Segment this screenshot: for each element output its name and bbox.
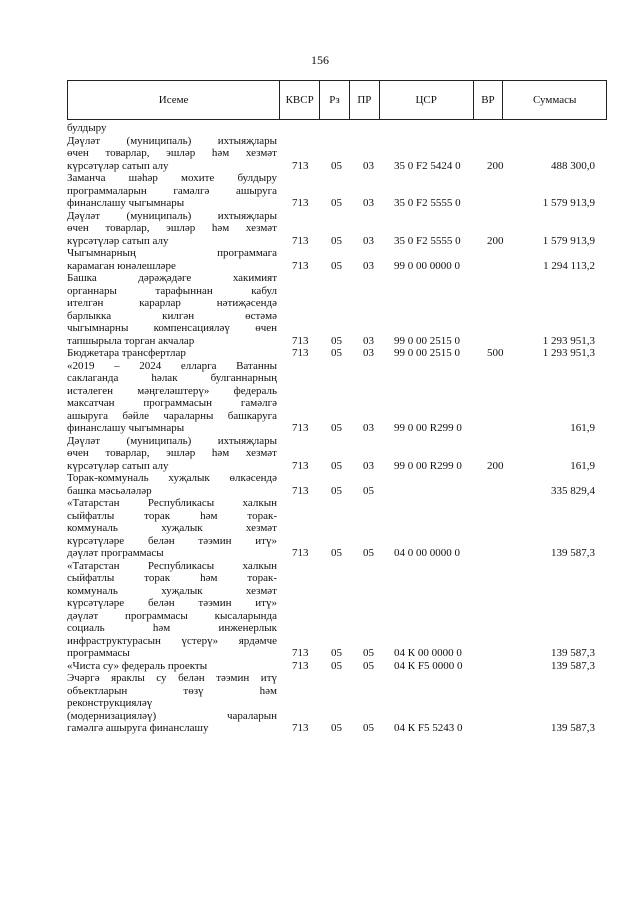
table-row	[67, 172, 607, 210]
cell-csr: 99 0 00 2515 0	[394, 334, 460, 347]
cell-sum: 1 579 913,9	[542, 197, 595, 209]
cell-csr: 35 0 F2 5555 0	[394, 197, 461, 209]
cell-pr: 03	[363, 334, 374, 347]
cell-kvsr: 713	[292, 159, 309, 172]
cell-vr: 200	[487, 159, 504, 172]
table-header	[67, 80, 607, 120]
row-name-line: истәлеген мәңгеләштерү» федераль	[67, 384, 277, 397]
cell-kvsr: 713	[292, 647, 309, 659]
row-values	[67, 722, 607, 735]
cell-vr: 500	[487, 347, 504, 359]
cell-csr: 35 0 F2 5424 0	[394, 159, 461, 172]
row-name-line: «2019 – 2024 елларга Ватанны	[67, 359, 277, 372]
row-name-line: Заманча шәһәр мохите булдыру	[67, 172, 277, 184]
header-csr: ЦСР	[380, 81, 474, 119]
row-name-line: объектларын төзү һәм	[67, 684, 277, 697]
row-values	[67, 422, 607, 435]
cell-pr: 03	[363, 159, 374, 172]
row-values	[67, 660, 607, 673]
row-name-line: коммуналь хуҗалык хезмәт	[67, 584, 277, 597]
table-row	[67, 435, 607, 473]
table-row	[67, 497, 607, 560]
table-row	[67, 360, 607, 435]
cell-csr: 99 0 00 R299 0	[394, 422, 462, 434]
row-name-line: Дәүләт (муниципаль) ихтыяҗлары	[67, 134, 277, 147]
cell-sum: 161,9	[570, 422, 595, 434]
cell-pr: 03	[363, 459, 374, 472]
row-name-line: башка мәсьәләләр	[67, 484, 152, 497]
cell-pr: 03	[363, 422, 374, 434]
table-row	[67, 560, 607, 660]
cell-sum: 1 293 951,3	[542, 347, 595, 359]
row-name-line: барлыкка килгән өстәмә	[67, 309, 277, 322]
cell-sum: 1 293 951,3	[542, 334, 595, 347]
table-row	[67, 660, 607, 673]
cell-pr: 05	[363, 659, 374, 672]
cell-kvsr: 713	[292, 422, 309, 434]
cell-vr: 200	[487, 234, 504, 247]
cell-rz: 05	[331, 259, 342, 272]
row-values	[67, 235, 607, 248]
row-name-line: «Татарстан Республикасы халкын	[67, 559, 277, 572]
cell-csr: 99 0 00 0000 0	[394, 259, 460, 272]
row-name-line: өчен товарлар, эшләр һәм хезмәт	[67, 147, 277, 159]
cell-rz: 05	[331, 647, 342, 659]
row-name-line: сыйфатлы торак һәм торак-	[67, 509, 277, 522]
row-name-line: өчен товарлар, эшләр һәм хезмәт	[67, 447, 277, 459]
row-values	[67, 485, 607, 498]
table-row	[67, 247, 607, 272]
row-name-line: чыгымнарны компенсацияләү өчен	[67, 322, 277, 334]
cell-rz: 05	[331, 547, 342, 559]
row-name	[67, 560, 277, 660]
row-values	[67, 460, 607, 473]
row-values	[67, 122, 607, 135]
cell-pr: 03	[363, 347, 374, 359]
table-row	[67, 347, 607, 360]
row-name-line: күрсәтүләр сатып алу	[67, 234, 169, 247]
row-values	[67, 647, 607, 660]
row-name-line: Эчәргә яраклы су белән тәэмин итү	[67, 672, 277, 684]
table-row	[67, 210, 607, 248]
cell-sum: 1 294 113,2	[543, 259, 595, 272]
row-values	[67, 260, 607, 273]
cell-csr: 35 0 F2 5555 0	[394, 234, 461, 247]
row-name-line: күрсәтүләре белән тәэмин итү»	[67, 597, 277, 609]
row-name-line: дәүләт программасы	[67, 547, 164, 559]
cell-sum: 139 587,3	[551, 659, 595, 672]
table-row	[67, 135, 607, 173]
header-kvsr: КВСР	[280, 81, 320, 119]
cell-sum: 139 587,3	[551, 722, 595, 734]
header-vr: ВР	[474, 81, 504, 119]
row-name-line: «Татарстан Республикасы халкын	[67, 497, 277, 509]
cell-sum: 1 579 913,9	[542, 234, 595, 247]
row-name-line: ителгән карарлар нәтиҗәсендә	[67, 297, 277, 309]
row-name-line: булдыру	[67, 122, 107, 134]
row-name-line: программасы	[67, 647, 130, 659]
cell-kvsr: 713	[292, 722, 309, 734]
row-values	[67, 347, 607, 360]
row-name-line: программаларын гамәлгә ашыруга	[67, 184, 277, 197]
row-name-line: Бюджетара трансфертлар	[67, 347, 186, 359]
row-values	[67, 197, 607, 210]
row-name-line: реконструкцияләү	[67, 697, 153, 709]
cell-csr: 04 К F5 0000 0	[394, 659, 463, 672]
cell-rz: 05	[331, 159, 342, 172]
row-name-line: Дәүләт (муниципаль) ихтыяҗлары	[67, 209, 277, 222]
row-name-line: күрсәтүләр сатып алу	[67, 159, 169, 172]
row-name-line: максатчан программасын гамәлгә	[67, 397, 277, 409]
row-name-line: күрсәтүләре белән тәэмин итү»	[67, 534, 277, 547]
row-name-line: Дәүләт (муниципаль) ихтыяҗлары	[67, 434, 277, 447]
cell-csr: 04 К F5 5243 0	[394, 722, 463, 734]
row-name-line: финанслашу чыгымнары	[67, 197, 185, 209]
row-name-line: Торак-коммуналь хуҗалык өлкәсендә	[67, 472, 277, 484]
cell-rz: 05	[331, 484, 342, 497]
header-pr: ПР	[350, 81, 380, 119]
row-name-line: социаль һәм инженерлык	[67, 622, 277, 634]
row-name-line: тапшырыла торган акчалар	[67, 334, 195, 347]
row-values	[67, 335, 607, 348]
cell-kvsr: 713	[292, 459, 309, 472]
cell-sum: 335 829,4	[551, 484, 595, 497]
cell-rz: 05	[331, 659, 342, 672]
row-name-line: (модернизацияләү) чараларын	[67, 709, 277, 722]
table-body	[67, 122, 607, 735]
row-name-line: Башка дәрәҗәдәге хакимият	[67, 272, 277, 284]
cell-pr: 05	[363, 484, 374, 497]
table-row	[67, 272, 607, 347]
row-name-line: органнары тарафыннан кабул	[67, 284, 277, 297]
cell-sum: 488 300,0	[551, 159, 595, 172]
row-name-line: коммуналь хуҗалык хезмәт	[67, 522, 277, 534]
cell-sum: 161,9	[570, 459, 595, 472]
header-sum: Суммасы	[532, 94, 577, 106]
cell-kvsr: 713	[292, 547, 309, 559]
row-values	[67, 160, 607, 173]
row-values	[67, 547, 607, 560]
cell-pr: 05	[363, 647, 374, 659]
cell-rz: 05	[331, 334, 342, 347]
row-name-line: «Чиста су» федераль проекты	[67, 659, 208, 672]
cell-csr: 99 0 00 2515 0	[394, 347, 460, 359]
row-name-line: Чыгымнарның программага	[67, 247, 277, 259]
row-name-line: сыйфатлы торак һәм торак-	[67, 572, 277, 584]
cell-csr: 99 0 00 R299 0	[394, 459, 462, 472]
header-name: Исеме	[68, 81, 280, 119]
cell-kvsr: 713	[292, 259, 309, 272]
cell-rz: 05	[331, 197, 342, 209]
page-number: 156	[311, 53, 329, 67]
row-name-line: инфраструктурасын үстерү» ярдәмче	[67, 634, 277, 647]
table-row	[67, 672, 607, 735]
cell-pr: 03	[363, 234, 374, 247]
table-row	[67, 122, 607, 135]
cell-rz: 05	[331, 722, 342, 734]
cell-pr: 03	[363, 197, 374, 209]
cell-kvsr: 713	[292, 197, 309, 209]
row-name-line: өчен товарлар, эшләр һәм хезмәт	[67, 222, 277, 234]
row-name-line: дәүләт программасы кысаларында	[67, 609, 277, 622]
header-rz: Рз	[320, 81, 350, 119]
row-name-line: саклаганда һәлак булганнарның	[67, 372, 277, 384]
cell-sum: 139 587,3	[551, 647, 595, 659]
row-name-line: гамәлгә ашыруга финанслашу	[67, 722, 209, 734]
cell-vr: 200	[487, 459, 504, 472]
cell-kvsr: 713	[292, 234, 309, 247]
cell-rz: 05	[331, 459, 342, 472]
row-name-line: ашыруга бәйле чараларны башкаруга	[67, 409, 277, 422]
cell-rz: 05	[331, 422, 342, 434]
row-name-line: карамаган юнәлешләре	[67, 259, 176, 272]
cell-csr: 04 К 00 0000 0	[394, 647, 462, 659]
cell-kvsr: 713	[292, 334, 309, 347]
cell-pr: 05	[363, 547, 374, 559]
cell-rz: 05	[331, 347, 342, 359]
cell-pr: 05	[363, 722, 374, 734]
cell-sum: 139 587,3	[551, 547, 595, 559]
cell-kvsr: 713	[292, 484, 309, 497]
row-name-line: күрсәтүләр сатып алу	[67, 459, 169, 472]
cell-kvsr: 713	[292, 659, 309, 672]
cell-pr: 03	[363, 259, 374, 272]
cell-rz: 05	[331, 234, 342, 247]
table-row	[67, 472, 607, 497]
cell-csr: 04 0 00 0000 0	[394, 547, 460, 559]
row-name-line: финанслашу чыгымнары	[67, 422, 185, 434]
cell-kvsr: 713	[292, 347, 309, 359]
